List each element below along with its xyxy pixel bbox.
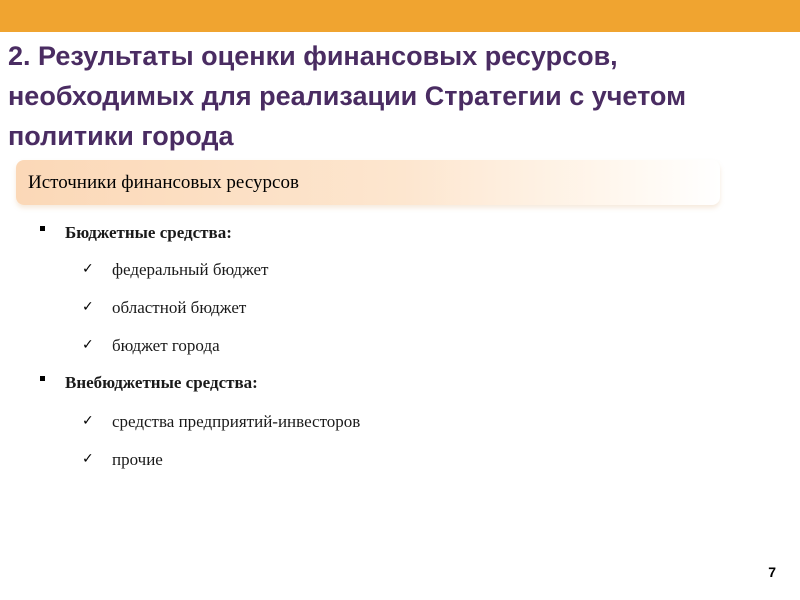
square-bullet-icon [40,226,45,231]
page-number: 7 [768,564,776,580]
section-header [16,160,720,205]
list-item-label: бюджет города [112,336,220,355]
list-item [82,409,360,435]
slide-title: 2. Результаты оценки финансовых ресурсов, необходимых для реализации Стратегии с учетом политики города [8,41,687,151]
checkmark-icon: ✓ [82,451,94,467]
list-item-label: средства предприятий-инвесторов [112,412,361,431]
square-bullet-icon [40,376,45,381]
list-item-label: федеральный бюджет [112,260,269,279]
top-accent-bar [0,0,800,32]
checkmark-icon: ✓ [82,261,94,277]
list-group-budget [40,220,232,246]
checkmark-icon: ✓ [82,299,94,315]
list-item-label: областной бюджет [112,298,247,317]
section-header-label: Источники финансовых ресурсов [28,172,299,193]
group-label: Бюджетные средства: [65,223,232,242]
list-group-extrabudget [40,370,258,396]
checkmark-icon: ✓ [82,413,94,429]
list-item [82,447,163,473]
list-item [82,295,246,321]
checkmark-icon: ✓ [82,337,94,353]
group-label: Внебюджетные средства: [65,373,258,392]
list-item [82,257,268,283]
list-item [82,333,220,359]
list-item-label: прочие [112,450,163,469]
